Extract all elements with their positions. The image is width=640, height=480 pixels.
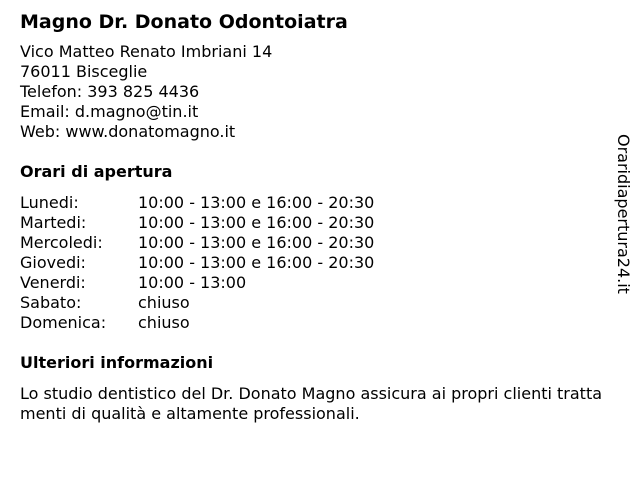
hours-row-thursday [20, 253, 374, 273]
hours-row-monday [20, 193, 374, 213]
day-label: Giovedi: [20, 253, 86, 272]
time-range: 10:00 - 13:00 e 16:00 - 20:30 [138, 253, 375, 272]
city-postcode: 76011 Bisceglie [20, 62, 148, 81]
website[interactable]: Web: www.donatomagno.it [20, 122, 236, 141]
day-label: Venerdi: [20, 273, 86, 292]
hours-row-tuesday [20, 213, 374, 233]
additional-info-heading: Ulteriori informazioni [20, 353, 214, 372]
phone-number[interactable]: Telefon: 393 825 4436 [20, 82, 200, 101]
time-range: 10:00 - 13:00 [138, 273, 247, 292]
site-watermark: Oraridiapertura24.it [614, 134, 633, 294]
day-label: Domenica: [20, 313, 107, 332]
additional-info-text: Lo studio dentistico del Dr. Donato Magno assicura ai propri clienti trattamenti di qualità e altamente professionali. [20, 384, 603, 423]
day-label: Lunedi: [20, 193, 79, 212]
hours-row-saturday [20, 293, 374, 313]
time-range: 10:00 - 13:00 e 16:00 - 20:30 [138, 233, 375, 252]
time-range: chiuso [138, 293, 190, 312]
hours-row-wednesday [20, 233, 374, 253]
email-address[interactable]: Email: d.magno@tin.it [20, 102, 199, 121]
opening-hours-heading: Orari di apertura [20, 162, 173, 181]
day-label: Martedi: [20, 213, 87, 232]
time-range: chiuso [138, 313, 190, 332]
hours-row-friday [20, 273, 374, 293]
time-range: 10:00 - 13:00 e 16:00 - 20:30 [138, 193, 375, 212]
day-label: Sabato: [20, 293, 82, 312]
day-label: Mercoledi: [20, 233, 103, 252]
contact-block [20, 42, 615, 142]
business-card [20, 10, 615, 424]
hours-row-sunday [20, 313, 374, 333]
business-name: Magno Dr. Donato Odontoiatra [20, 11, 348, 33]
street-address: Vico Matteo Renato Imbriani 14 [20, 42, 273, 61]
time-range: 10:00 - 13:00 e 16:00 - 20:30 [138, 213, 375, 232]
opening-hours-table [20, 193, 374, 333]
